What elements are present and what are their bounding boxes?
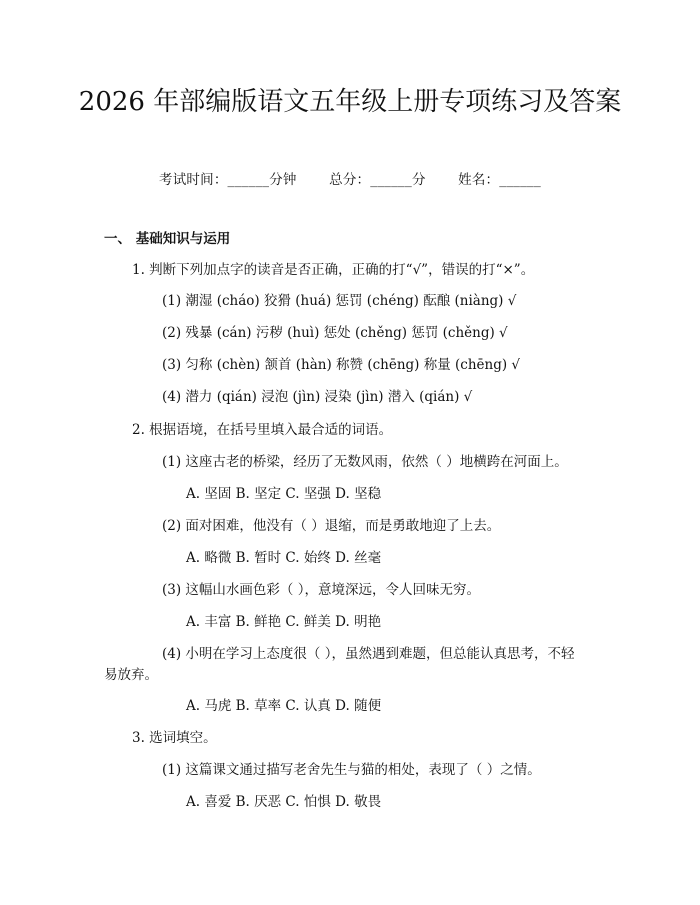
question-1-item-1: (1) 潮湿 (cháo) 狡猾 (huá) 惩罚 (chéng) 酝酿 (niàng) √ [162,293,517,309]
name-field: 姓名：______ [458,172,541,188]
question-1-item-4: (4) 潜力 (qián) 浸泡 (jìn) 浸染 (jìn) 潜入 (qián) √ [162,389,473,405]
question-2-item-4-line-1: (4) 小明在学习上态度很（ ），虽然遇到难题，但总能认真思考，不轻 [162,646,575,662]
question-2-item-3-options: A. 丰富 B. 鲜艳 C. 鲜美 D. 明艳 [186,614,382,630]
question-2-item-2: (2) 面对困难，他没有（ ）退缩，而是勇敢地迎了上去。 [162,518,501,534]
question-2-item-4-line-2: 易放弃。 [104,667,158,683]
question-1-item-3: (3) 匀称 (chèn) 颔首 (hàn) 称赞 (chēng) 称量 (chēng) √ [162,357,521,373]
question-2-item-2-options: A. 略微 B. 暂时 C. 始终 D. 丝毫 [186,550,382,566]
question-2-item-1: (1) 这座古老的桥梁，经历了无数风雨，依然（ ）地横跨在河面上。 [162,454,568,470]
question-3-stem: 3. 选词填空。 [132,730,217,746]
question-1-item-2: (2) 残暴 (cán) 污秽 (huì) 惩处 (chěng) 惩罚 (chěng) √ [162,325,508,341]
section-heading: 一、 基础知识与运用 [104,231,231,247]
question-2-stem: 2. 根据语境，在括号里填入最合适的词语。 [132,422,393,438]
document-title: 2026 年部编版语文五年级上册专项练习及答案 [78,87,622,117]
question-1-stem: 1. 判断下列加点字的读音是否正确，正确的打“√”，错误的打“×”。 [132,262,535,278]
question-3-item-1: (1) 这篇课文通过描写老舍先生与猫的相处，表现了（ ）之情。 [162,762,541,778]
exam-time-field: 考试时间：______分钟 [159,172,297,188]
question-3-item-1-options: A. 喜爱 B. 厌恶 C. 怕惧 D. 敬畏 [186,794,382,810]
exam-meta [0,168,700,188]
total-score-field: 总分：______分 [329,172,426,188]
question-2-item-4-options: A. 马虎 B. 草率 C. 认真 D. 随便 [186,698,382,714]
question-2-item-1-options: A. 坚固 B. 坚定 C. 坚强 D. 坚稳 [186,486,382,502]
question-2-item-3: (3) 这幅山水画色彩（ ），意境深远，令人回味无穷。 [162,582,480,598]
